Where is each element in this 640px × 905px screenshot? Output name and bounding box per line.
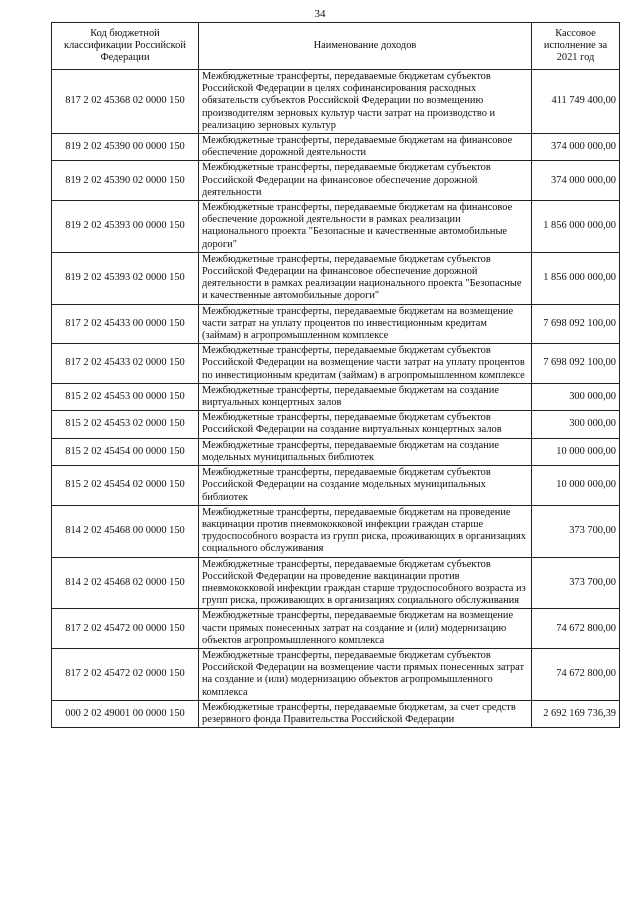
- table-row: [52, 70, 620, 134]
- table-row: [52, 201, 620, 253]
- amount-cell: 373 700,00: [532, 505, 620, 557]
- column-header-code: Код бюджетной классификации Российской Федерации: [52, 23, 199, 70]
- table-header-row: [52, 23, 620, 70]
- column-header-amount: Кассовое исполнение за 2021 год: [532, 23, 620, 70]
- amount-cell: 74 672 800,00: [532, 648, 620, 700]
- amount-cell: 300 000,00: [532, 383, 620, 410]
- revenue-name-cell: Межбюджетные трансферты, передаваемые бюджетам субъектов Российской Федерации на финансовое обеспечение дорожной деятельности в рамках реализации национального проекта "Безопасные и качественные автомобильные дороги": [199, 252, 532, 304]
- page-number: 34: [314, 8, 326, 20]
- table-row: [52, 700, 620, 727]
- revenue-name-cell: Межбюджетные трансферты, передаваемые бюджетам субъектов Российской Федерации на финансовое обеспечение дорожной деятельности: [199, 161, 532, 201]
- revenue-name-cell: Межбюджетные трансферты, передаваемые бюджетам на финансовое обеспечение дорожной деятельности в рамках реализации национального проекта "Безопасные и качественные автомобильные дороги": [199, 201, 532, 253]
- revenue-name-cell: Межбюджетные трансферты, передаваемые бюджетам на возмещение части прямых понесенных затрат на создание и (или) модернизацию объектов агропромышленного комплекса: [199, 609, 532, 649]
- budget-code-cell: 814 2 02 45468 00 0000 150: [52, 505, 199, 557]
- amount-cell: 74 672 800,00: [532, 609, 620, 649]
- amount-cell: 374 000 000,00: [532, 134, 620, 161]
- amount-cell: 2 692 169 736,39: [532, 700, 620, 727]
- revenue-name-cell: Межбюджетные трансферты, передаваемые бюджетам субъектов Российской Федерации на создание модельных муниципальных библиотек: [199, 466, 532, 506]
- budget-code-cell: 817 2 02 45433 02 0000 150: [52, 344, 199, 384]
- revenue-name-cell: Межбюджетные трансферты, передаваемые бюджетам субъектов Российской Федерации на создание виртуальных концертных залов: [199, 411, 532, 438]
- amount-cell: 411 749 400,00: [532, 70, 620, 134]
- amount-cell: 10 000 000,00: [532, 438, 620, 465]
- table-row: [52, 383, 620, 410]
- budget-code-cell: 815 2 02 45454 00 0000 150: [52, 438, 199, 465]
- budget-code-cell: 815 2 02 45453 00 0000 150: [52, 383, 199, 410]
- table-row: [52, 557, 620, 609]
- budget-code-cell: 817 2 02 45472 00 0000 150: [52, 609, 199, 649]
- amount-cell: 1 856 000 000,00: [532, 252, 620, 304]
- revenue-name-cell: Межбюджетные трансферты, передаваемые бюджетам на создание модельных муниципальных библиотек: [199, 438, 532, 465]
- budget-code-cell: 817 2 02 45368 02 0000 150: [52, 70, 199, 134]
- table-row: [52, 438, 620, 465]
- table-row: [52, 304, 620, 344]
- amount-cell: 1 856 000 000,00: [532, 201, 620, 253]
- budget-code-cell: 815 2 02 45454 02 0000 150: [52, 466, 199, 506]
- budget-code-cell: 819 2 02 45393 00 0000 150: [52, 201, 199, 253]
- revenue-name-cell: Межбюджетные трансферты, передаваемые бюджетам субъектов Российской Федерации на возмещение части затрат на уплату процентов по инвестиционным кредитам (займам) в агропромышленном комплексе: [199, 344, 532, 384]
- table-row: [52, 252, 620, 304]
- revenue-name-cell: Межбюджетные трансферты, передаваемые бюджетам на возмещение части затрат на уплату процентов по инвестиционным кредитам (займам) в агропромышленном комплексе: [199, 304, 532, 344]
- table-row: [52, 648, 620, 700]
- table-row: [52, 134, 620, 161]
- amount-cell: 7 698 092 100,00: [532, 344, 620, 384]
- budget-code-cell: 819 2 02 45393 02 0000 150: [52, 252, 199, 304]
- budget-code-cell: 817 2 02 45433 00 0000 150: [52, 304, 199, 344]
- budget-code-cell: 000 2 02 49001 00 0000 150: [52, 700, 199, 727]
- revenue-name-cell: Межбюджетные трансферты, передаваемые бюджетам субъектов Российской Федерации на проведение вакцинации против пневмококковой инфекции граждан старше трудоспособного возраста из групп риска, проживающих в организациях социального обслуживания: [199, 557, 532, 609]
- amount-cell: 7 698 092 100,00: [532, 304, 620, 344]
- amount-cell: 374 000 000,00: [532, 161, 620, 201]
- revenue-name-cell: Межбюджетные трансферты, передаваемые бюджетам на создание виртуальных концертных залов: [199, 383, 532, 410]
- table-row: [52, 466, 620, 506]
- amount-cell: 300 000,00: [532, 411, 620, 438]
- table-row: [52, 609, 620, 649]
- revenue-name-cell: Межбюджетные трансферты, передаваемые бюджетам субъектов Российской Федерации на возмещение части прямых понесенных затрат на создание и (или) модернизацию объектов агропромышленного комплекса: [199, 648, 532, 700]
- amount-cell: 10 000 000,00: [532, 466, 620, 506]
- table-row: [52, 344, 620, 384]
- amount-cell: 373 700,00: [532, 557, 620, 609]
- revenue-table: [51, 22, 620, 728]
- budget-code-cell: 814 2 02 45468 02 0000 150: [52, 557, 199, 609]
- budget-code-cell: 815 2 02 45453 02 0000 150: [52, 411, 199, 438]
- revenue-name-cell: Межбюджетные трансферты, передаваемые бюджетам субъектов Российской Федерации в целях софинансирования расходных обязательств субъектов Российской Федерации по возмещению производителям зерновых культур части затрат на производство и реализацию зерновых культур: [199, 70, 532, 134]
- revenue-name-cell: Межбюджетные трансферты, передаваемые бюджетам на проведение вакцинации против пневмококковой инфекции граждан старше трудоспособного возраста из групп риска, проживающих в организациях социального обслуживания: [199, 505, 532, 557]
- column-header-name: Наименование доходов: [199, 23, 532, 70]
- table-row: [52, 161, 620, 201]
- revenue-name-cell: Межбюджетные трансферты, передаваемые бюджетам на финансовое обеспечение дорожной деятельности: [199, 134, 532, 161]
- revenue-name-cell: Межбюджетные трансферты, передаваемые бюджетам, за счет средств резервного фонда Правительства Российской Федерации: [199, 700, 532, 727]
- table-row: [52, 505, 620, 557]
- budget-code-cell: 819 2 02 45390 02 0000 150: [52, 161, 199, 201]
- table-row: [52, 411, 620, 438]
- budget-code-cell: 817 2 02 45472 02 0000 150: [52, 648, 199, 700]
- budget-code-cell: 819 2 02 45390 00 0000 150: [52, 134, 199, 161]
